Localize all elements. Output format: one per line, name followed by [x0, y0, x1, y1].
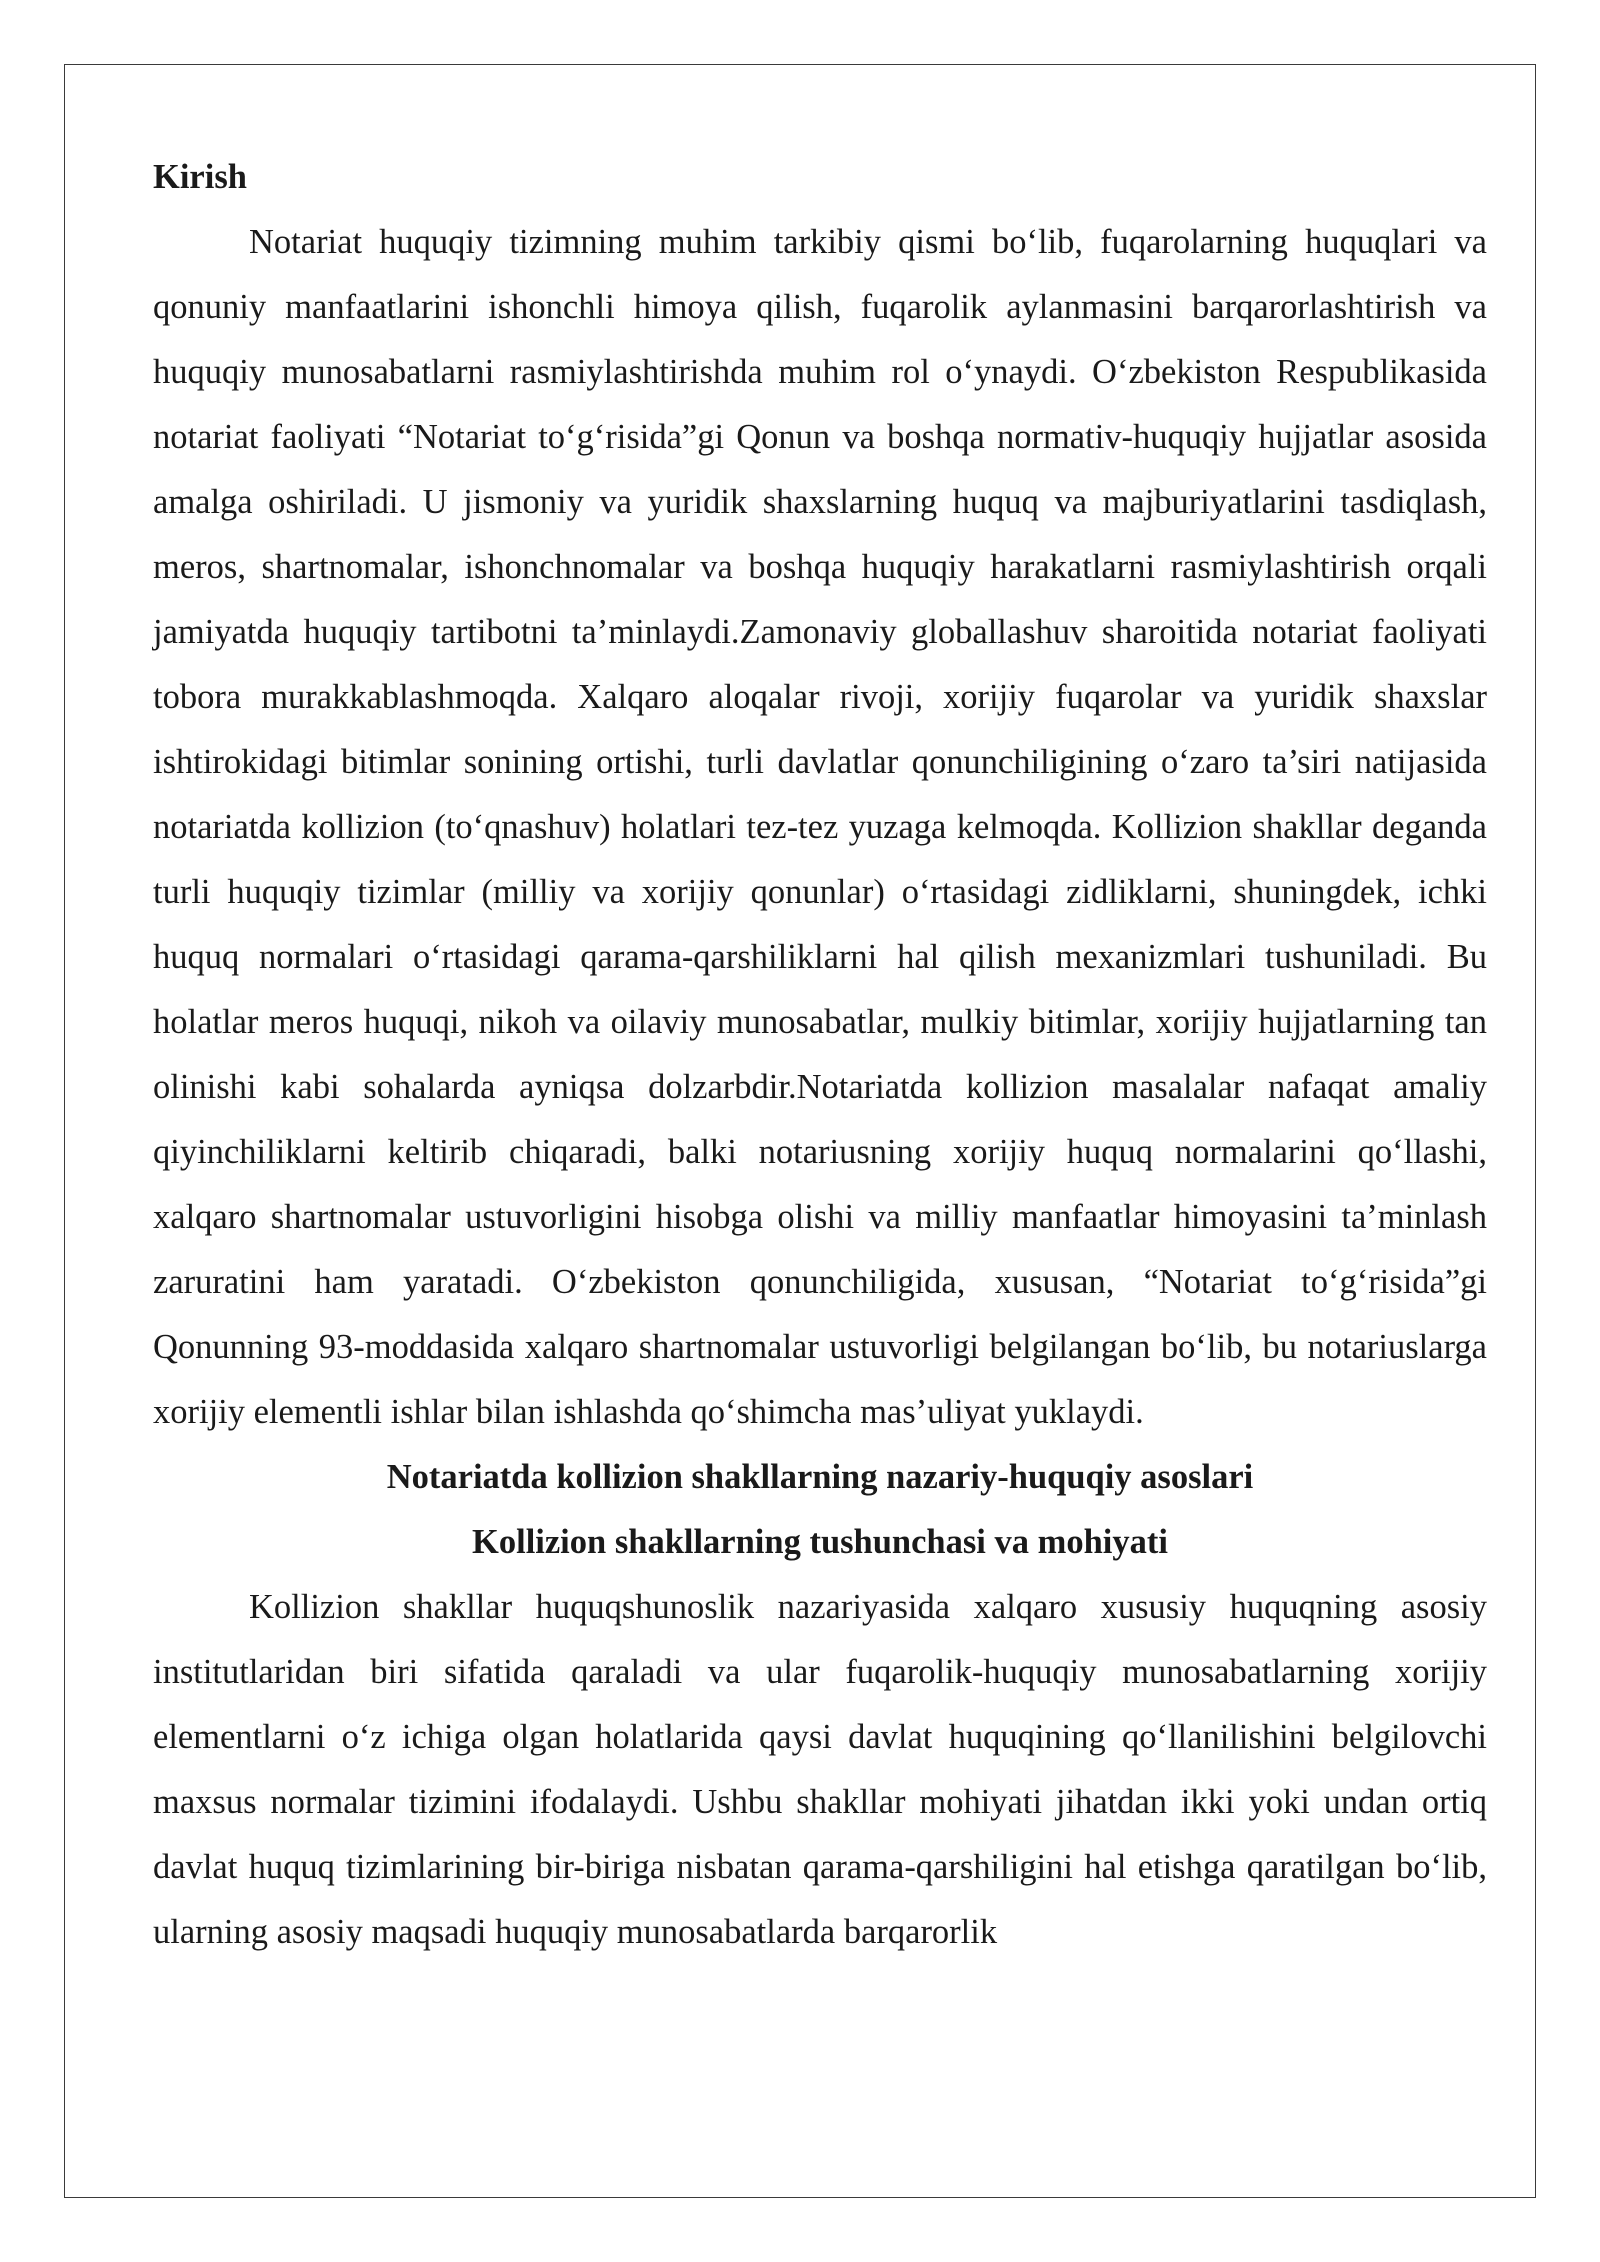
- subsection-heading: Kollizion shakllarning tushunchasi va mohiyati: [472, 1523, 1168, 1561]
- intro-paragraph: Notariat huquqiy tizimning muhim tarkibiy qismi bo‘lib, fuqarolarning huquqlari va qonuniy manfaatlarini ishonchli himoya qilish, fuqarolik aylanmasini barqarorlashtirish va huquqiy munosabatlarni rasmiylashtirishda muhim rol o‘ynaydi. O‘zbekiston Respublikasida notariat faoliyati “Notariat to‘g‘risida”gi Qonun va boshqa normativ-huquqiy hujjatlar asosida amalga oshiriladi. U jismoniy va yuridik shaxslarning huquq va majburiyatlarini tasdiqlash, meros, shartnomalar, ishonchnomalar va boshqa huquqiy harakatlarni rasmiylashtirish orqali jamiyatda huquqiy tartibotni ta’minlaydi.Zamonaviy globallashuv sharoitida notariat faoliyati tobora murakkablashmoqda. Xalqaro aloqalar rivoji, xorijiy fuqarolar va yuridik shaxslar ishtirokidagi bitimlar sonining ortishi, turli davlatlar qonunchiligining o‘zaro ta’siri natijasida notariatda kollizion (to‘qnashuv) holatlari tez-tez yuzaga kelmoqda. Kollizion shakllar deganda turli huquqiy tizimlar (milliy va xorijiy qonunlar) o‘rtasidagi zidliklarni, shuningdek, ichki huquq normalari o‘rtasidagi qarama-qarshiliklarni hal qilish mexanizmlari tushuniladi. Bu holatlar meros huquqi, nikoh va oilaviy munosabatlar, mulkiy bitimlar, xorijiy hujjatlarning tan olinishi kabi sohalarda ayniqsa dolzarbdir.Notariatda kollizion masalalar nafaqat amaliy qiyinchiliklarni keltirib chiqaradi, balki notariusning xorijiy huquq normalarini qo‘llashi, xalqaro shartnomalar ustuvorligini hisobga olishi va milliy manfaatlar himoyasini ta’minlash zaruratini ham yaratadi. O‘zbekiston qonunchiligida, xususan, “Notariat to‘g‘risida”gi Qonunning 93-moddasida xalqaro shartnomalar ustuvorligi belgilangan bo‘lib, bu notariuslarga xorijiy elementli ishlar bilan ishlashda qo‘shimcha mas’uliyat yuklaydi.: [153, 223, 1487, 1431]
- intro-heading: Kirish: [153, 158, 247, 196]
- document-body: [153, 145, 1487, 1965]
- section-heading: Notariatda kollizion shakllarning nazariy-huquqiy asoslari: [386, 1458, 1254, 1496]
- section-paragraph: Kollizion shakllar huquqshunoslik nazariyasida xalqaro xususiy huquqning asosiy institutlaridan biri sifatida qaraladi va ular fuqarolik-huquqiy munosabatlarning xorijiy elementlarni o‘z ichiga olgan holatlarida qaysi davlat huquqining qo‘llanilishini belgilovchi maxsus normalar tizimini ifodalaydi. Ushbu shakllar mohiyati jihatdan ikki yoki undan ortiq davlat huquq tizimlarining bir-biriga nisbatan qarama-qarshiligini hal etishga qaratilgan bo‘lib, ularning asosiy maqsadi huquqiy munosabatlarda barqarorlik: [153, 1588, 1487, 1951]
